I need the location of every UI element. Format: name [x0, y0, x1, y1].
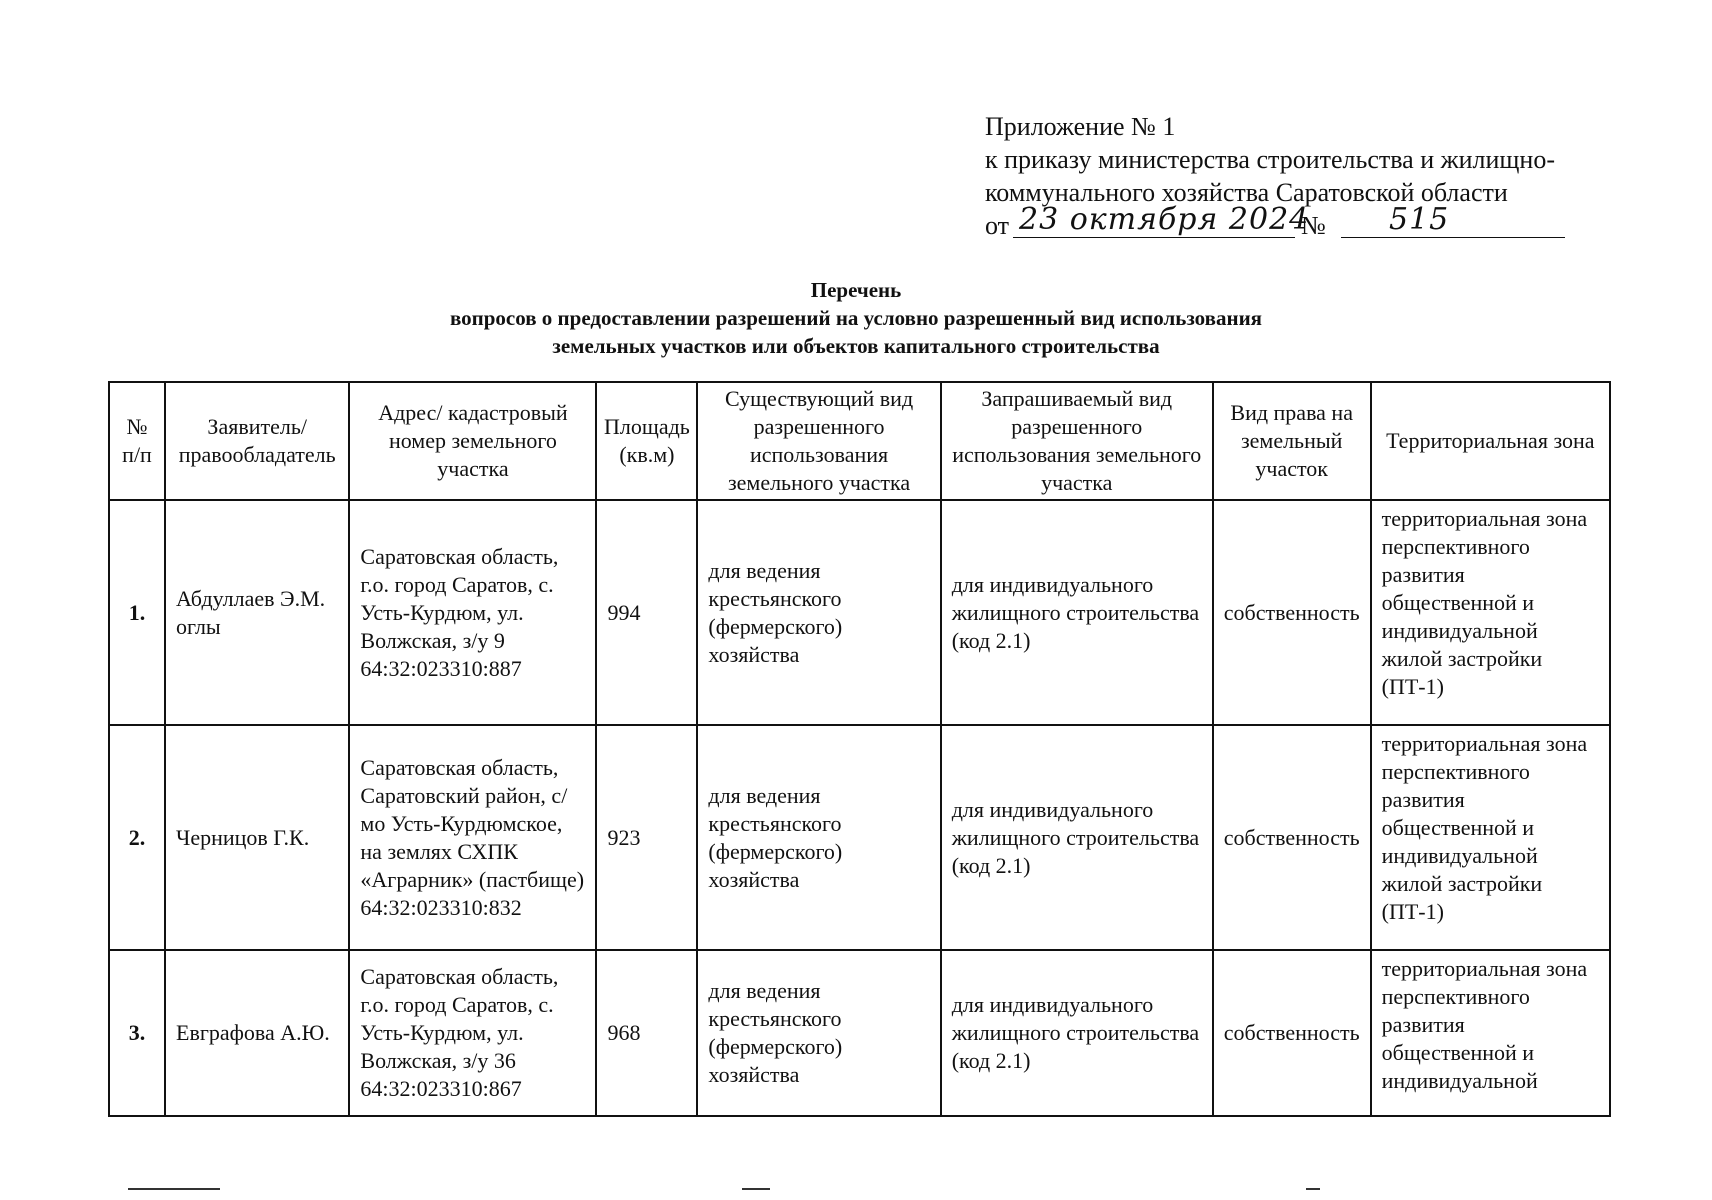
cell-right: собственность	[1213, 950, 1371, 1116]
appendix-title: Приложение № 1	[985, 112, 1176, 141]
cell-existing-use: для ведения крестьянского (фермерского) хозяйства	[697, 725, 940, 950]
appendix-order-line-2: коммунального хозяйства Саратовской области	[985, 178, 1508, 207]
appendix-date-line	[985, 202, 1625, 243]
scan-artifact-mark	[128, 1188, 220, 1190]
cell-area: 968	[596, 950, 697, 1116]
cell-address: Саратовская область, Саратовский район, с/мо Усть-Курдюмское, на землях СХПК «Аграрник» (пастбище) 64:32:023310:832	[349, 725, 596, 950]
cell-number: 1.	[109, 500, 165, 725]
header-applicant: Заявитель/ правообладатель	[165, 382, 349, 500]
table-row	[109, 725, 1610, 950]
handwritten-number: 515	[1389, 202, 1450, 237]
cell-applicant: Евграфова А.Ю.	[165, 950, 349, 1116]
cell-applicant: Абдуллаев Э.М. оглы	[165, 500, 349, 725]
cell-zone: территориальная зона перспективного развития общественной и индивидуальной	[1371, 950, 1610, 1116]
header-requested-use: Запрашиваемый вид разрешенного использования земельного участка	[941, 382, 1213, 500]
header-address: Адрес/ кадастровый номер земельного участка	[349, 382, 596, 500]
cell-right: собственность	[1213, 500, 1371, 725]
cell-number: 3.	[109, 950, 165, 1116]
cell-area: 923	[596, 725, 697, 950]
document-heading	[0, 276, 1712, 360]
cell-address: Саратовская область, г.о. город Саратов, с. Усть-Курдюм, ул. Волжская, з/у 36 64:32:023310:867	[349, 950, 596, 1116]
table-header-row	[109, 382, 1610, 500]
cell-right: собственность	[1213, 725, 1371, 950]
heading-line-3: земельных участков или объектов капитального строительства	[552, 334, 1160, 358]
cell-applicant: Черницов Г.К.	[165, 725, 349, 950]
heading-line-2: вопросов о предоставлении разрешений на условно разрешенный вид использования	[449, 306, 1263, 330]
scan-artifact-mark	[742, 1188, 770, 1190]
scan-artifact-mark	[1306, 1188, 1320, 1190]
cell-requested-use: для индивидуального жилищного строительства (код 2.1)	[941, 725, 1213, 950]
header-number: № п/п	[109, 382, 165, 500]
cell-requested-use: для индивидуального жилищного строительства (код 2.1)	[941, 500, 1213, 725]
cell-number: 2.	[109, 725, 165, 950]
appendix-block	[985, 110, 1625, 243]
appendix-order-line-1: к приказу министерства строительства и жилищно-	[985, 145, 1555, 174]
number-underline	[1341, 211, 1565, 238]
table-row	[109, 500, 1610, 725]
handwritten-date: 23 октября 2024	[1019, 202, 1310, 237]
heading-line-1: Перечень	[810, 278, 902, 302]
cell-zone: территориальная зона перспективного развития общественной и индивидуальной жилой застройки (ПТ-1)	[1371, 725, 1610, 950]
header-existing-use: Существующий вид разрешенного использования земельного участка	[697, 382, 940, 500]
cell-zone: территориальная зона перспективного развития общественной и индивидуальной жилой застройки (ПТ-1)	[1371, 500, 1610, 725]
requests-table	[108, 381, 1611, 1117]
number-label: №	[1301, 211, 1326, 240]
cell-requested-use: для индивидуального жилищного строительства (код 2.1)	[941, 950, 1213, 1116]
cell-area: 994	[596, 500, 697, 725]
cell-address: Саратовская область, г.о. город Саратов, с. Усть-Курдюм, ул. Волжская, з/у 9 64:32:023310:887	[349, 500, 596, 725]
header-area: Площадь (кв.м)	[596, 382, 697, 500]
cell-existing-use: для ведения крестьянского (фермерского) хозяйства	[697, 500, 940, 725]
date-prefix: от	[985, 211, 1010, 240]
header-right: Вид права на земельный участок	[1213, 382, 1371, 500]
header-zone: Территориальная зона	[1371, 382, 1610, 500]
cell-existing-use: для ведения крестьянского (фермерского) хозяйства	[697, 950, 940, 1116]
table-row	[109, 950, 1610, 1116]
